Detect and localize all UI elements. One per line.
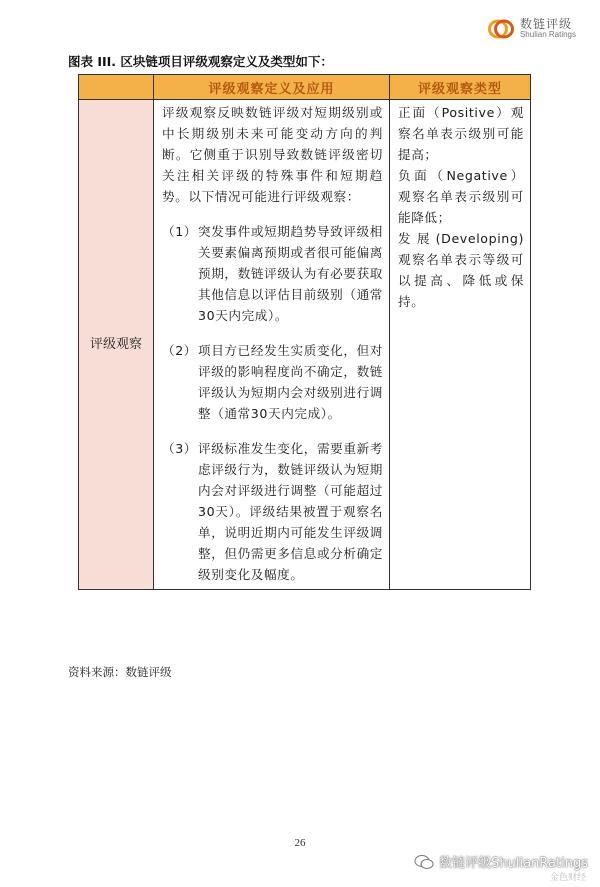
rating-watch-table xyxy=(78,74,531,590)
condition-text: 项目方已经发生实质变化，但对评级的影响程度尚不确定，数链评级认为短期内会对级别进行调整（通常30天内完成）。 xyxy=(198,343,383,421)
condition-text: 评级标准发生变化，需要重新考虑评级行为，数链评级认为短期内会对评级进行调整（可能超过30天）。评级结果被置于观察名单，说明近期内可能发生评级调整，但仍需更多信息或分析确定级别变化及幅度。 xyxy=(198,441,383,582)
page-number: 26 xyxy=(294,837,306,849)
header-definition: 评级观察定义及应用 xyxy=(154,75,390,100)
header-type: 评级观察类型 xyxy=(390,75,531,100)
wechat-icon xyxy=(414,854,434,870)
wechat-watermark xyxy=(414,852,588,871)
condition-number: （2） xyxy=(162,343,197,358)
logo-name-en: Shulian Ratings xyxy=(519,30,576,40)
condition-number: （3） xyxy=(162,441,197,456)
figure-title: 图表 III. 区块链项目评级观察定义及类型如下： xyxy=(68,54,333,69)
type-cell xyxy=(390,100,531,590)
corner-mark: 金色财经 xyxy=(549,873,586,883)
condition-text: 突发事件或短期趋势导致评级相关要素偏离预期或者很可能偏离预期，数链评级认为有必要获取其他信息以评估目前级别（通常30天内完成）。 xyxy=(198,224,383,323)
type-developing: 发展(Developing) 观察名单表示等级可以提高、降低或保持。 xyxy=(398,231,524,309)
condition-item xyxy=(162,221,383,326)
definition-intro: 评级观察反映数链评级对短期级别或中长期级别未来可能变动方向的判断。它侧重于识别导致数链评级密切关注相关评级的特殊事件和短期趋势。以下情况可能进行评级观察： xyxy=(162,105,383,204)
condition-number: （1） xyxy=(162,224,197,239)
header-blank-cell xyxy=(79,75,154,100)
type-negative: 负面（Negative）观察名单表示级别可能降低； xyxy=(398,168,524,225)
table-header-row xyxy=(79,75,531,100)
watermark-text: 数链评级ShulianRatings xyxy=(439,856,588,871)
table-row xyxy=(79,100,531,590)
type-positive: 正面（Positive）观察名单表示级别可能提高； xyxy=(398,105,524,162)
definition-cell xyxy=(154,100,390,590)
row-label: 评级观察 xyxy=(79,100,154,590)
condition-item xyxy=(162,340,383,424)
logo-name-cn: 数链评级 xyxy=(519,17,572,31)
shulian-logo-icon xyxy=(488,18,514,40)
brand-logo xyxy=(488,18,576,40)
source-note: 资料来源：数链评级 xyxy=(68,665,172,679)
condition-item xyxy=(162,438,383,585)
